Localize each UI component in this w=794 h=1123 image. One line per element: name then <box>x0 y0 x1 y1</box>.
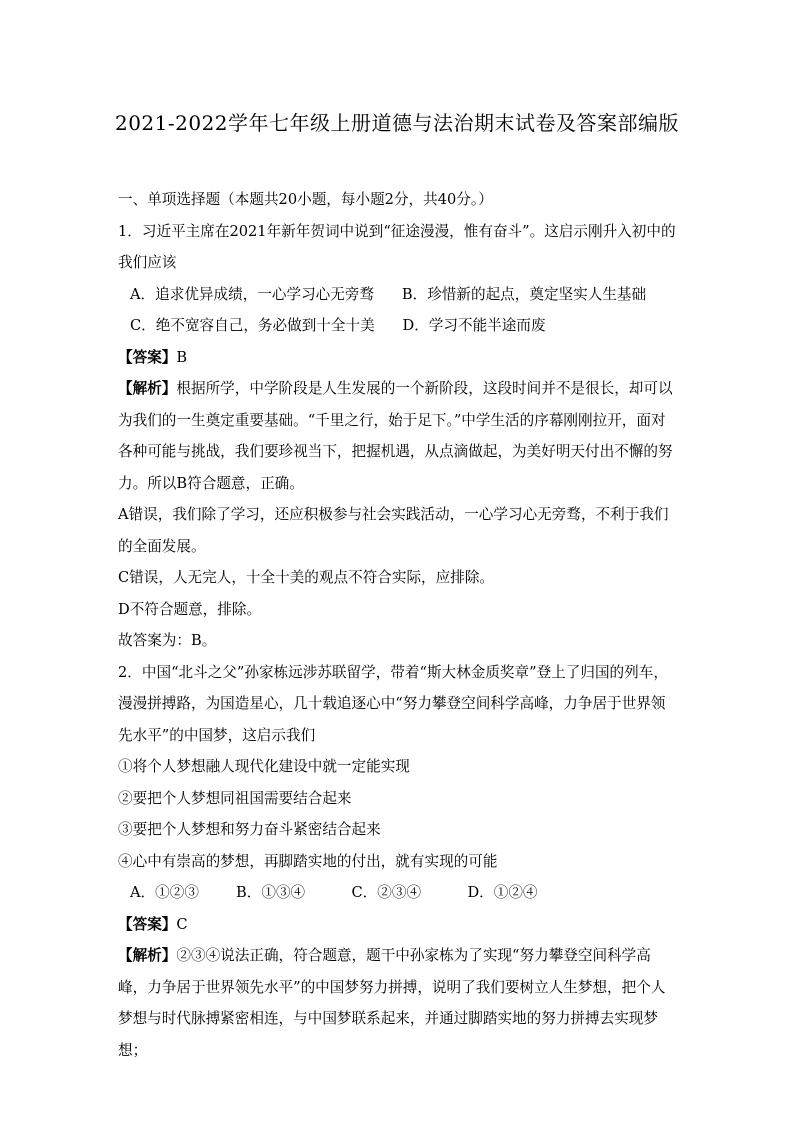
question-2-analysis <box>118 940 678 1066</box>
question-1-stem: 1．习近平主席在2021年新年贺词中说到“征途漫漫，惟有奋斗”。这启示刚升入初中的我们应该 <box>118 222 676 271</box>
document-body <box>118 184 678 1066</box>
question-1-analysis-line: D不符合题意，排除。 <box>118 600 262 618</box>
question-2-statement: ①将个人梦想融人现代化建设中就一定能实现 <box>118 758 410 775</box>
document-title: 2021-2022学年七年级上册道德与法治期末试卷及答案部编版 <box>114 111 680 135</box>
answer-tag: 【答案】 <box>118 348 177 366</box>
section-heading: 一、单项选择题（本题共20小题，每小题2分，共40分。） <box>118 191 493 208</box>
analysis-text: ②③④说法正确，符合题意，题干中孙家栋为了实现“努力攀登空间科学高峰，力争居于世界领先水平”的中国梦努力拼搏，说明了我们要树立人生梦想，把个人梦想与时代脉搏紧密相连，与中国梦联系起来，并通过脚踏实地的努力拼搏去实现梦想； <box>118 947 666 1059</box>
answer-value: C <box>176 915 188 933</box>
question-2-statement: ②要把个人梦想同祖国需要结合起来 <box>118 789 352 807</box>
question-2-stem: 2．中国“北斗之父”孙家栋远涉苏联留学，带着“斯大林金质奖章”登上了归国的列车，漫漫拼搏路，为国造星心，几十载追逐心中“努力攀登空间科学高峰，力争居于世界领先水平”的中国梦，这启示我们 <box>118 663 668 744</box>
question-1-analysis-line: A错误，我们除了学习，还应积极参与社会实践活动，一心学习心无旁骛，不利于我们的全面发展。 <box>118 506 669 555</box>
analysis-text: 根据所学，中学阶段是人生发展的一个新阶段，这段时间并不是很长，却可以为我们的一生奠定重要基础。“千里之行，始于足下。”中学生活的序幕刚刚拉开，面对各种可能与挑战，我们要珍视当下，把握机遇，从点滴做起，为美好明天付出不懈的努力。所以B符合题意，正确。 <box>118 380 673 492</box>
question-2-statement: ④心中有崇高的梦想，再脚踏实地的付出，就有实现的可能 <box>118 852 498 870</box>
answer-tag: 【答案】 <box>118 915 177 933</box>
question-1-options-ab: A．追求优异成绩，一心学习心无旁骛 B．珍惜新的起点，奠定坚实人生基础 <box>130 285 647 303</box>
question-1-options-cd: C．绝不宽容自己，务必做到十全十美 D．学习不能半途而废 <box>130 317 546 334</box>
answer-value: B <box>176 348 188 366</box>
analysis-tag: 【解析】 <box>118 947 177 964</box>
question-2-options: A．①②③ B．①③④ C．②③④ D．①②④ <box>130 884 538 901</box>
question-1-analysis <box>118 373 678 499</box>
question-2-answer <box>118 909 678 941</box>
analysis-tag: 【解析】 <box>118 380 177 397</box>
question-2-statement: ③要把个人梦想和努力奋斗紧密结合起来 <box>118 821 381 838</box>
question-1-analysis-line: C错误，人无完人，十全十美的观点不符合实际，应排除。 <box>118 569 495 586</box>
question-1-answer <box>118 342 678 374</box>
question-1-conclusion: 故答案为：B。 <box>118 632 217 649</box>
